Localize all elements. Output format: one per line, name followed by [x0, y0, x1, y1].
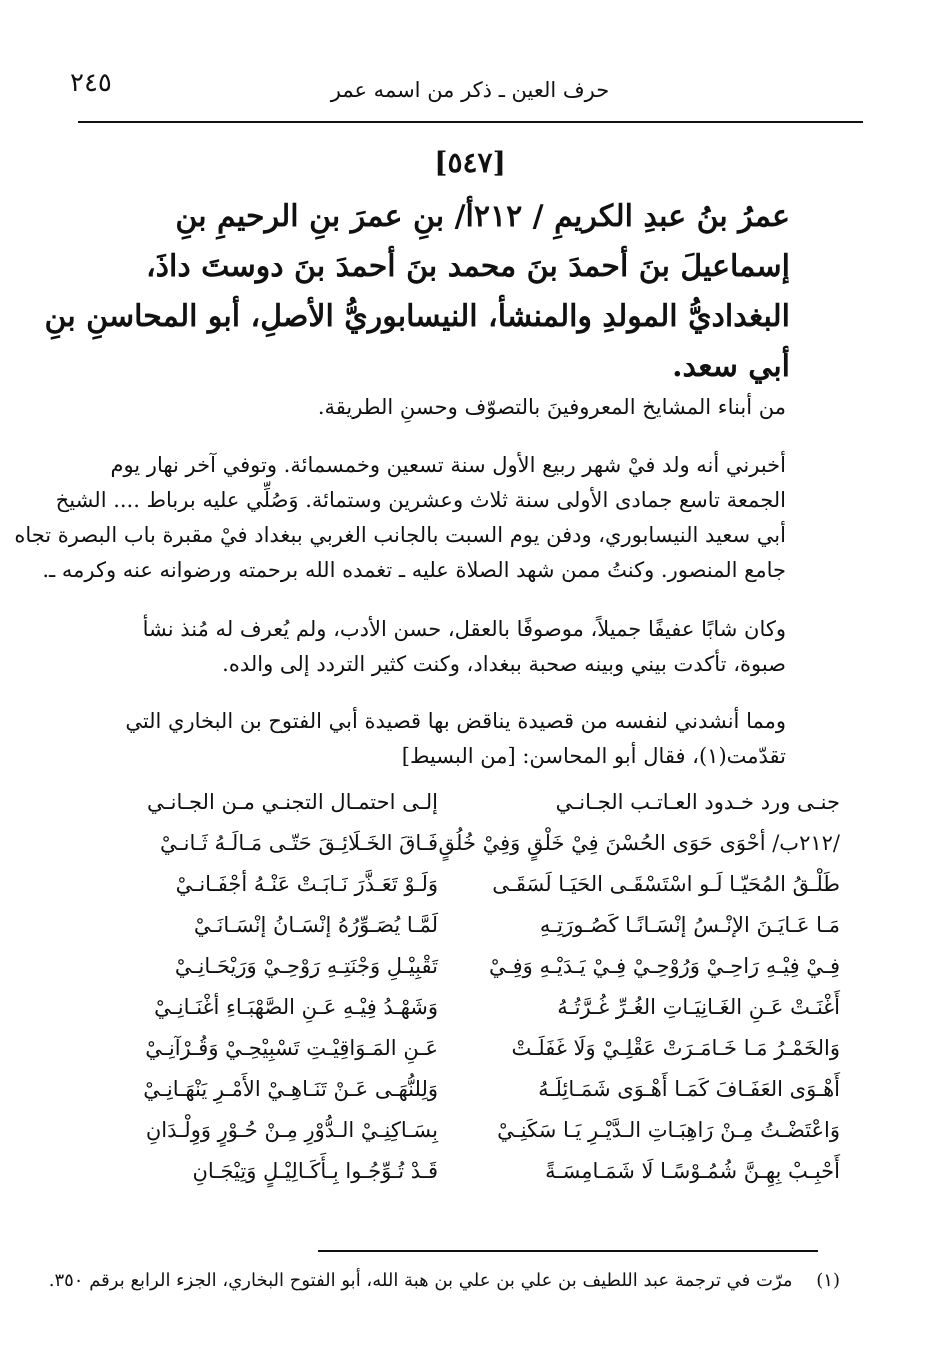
paragraph-line: تقدّمت(١)، فقال أبو المحاسن: [من البسيط]: [401, 744, 786, 768]
verse-first-hemistich: أَغْنَـتْ عَـنِ الغَـانِيَـاتِ الغُـرِّ غُـرَّتُـهُ: [557, 995, 840, 1019]
verse-first-hemistich: وَاعْتَضْـتُ مِـنْ رَاهِبَـاتِ الـدَّيْـرِ يَـا سَكَنِـيْ: [497, 1118, 840, 1142]
paragraph-line: أبي سعيد النيسابوري، ودفن يوم السبت بالجانب الغربي ببغداد فيْ مقبرة باب البصرة تجاه: [14, 523, 786, 547]
entry-number: [٥٤٧]: [434, 146, 506, 179]
verse-first-hemistich: فِـيْ فِيْـهِ رَاحِـيْ وَرُوْحِـيْ فِـيْ يَـدَيْـهِ وَفِـيْ: [488, 954, 840, 978]
verse-first-hemistich: وَالخَمْـرُ مَـا خَـامَـرَتْ عَقْلِـيْ وَلَا غَفَلَـتْ: [511, 1036, 840, 1060]
paragraph-line: وكان شابًا عفيفًا جميلاً، موصوفًا بالعقل، حسن الأدب، ولم يُعرف له مُنذ نشأ: [142, 617, 786, 641]
heading-line: البغداديُّ المولدِ والمنشأ، النيسابوريُّ الأصلِ، أبو المحاسنِ بنِ: [44, 299, 790, 334]
verse-first-hemistich: طَلْـقُ المُحَيّـا لَـو اسْتَسْقَـى الحَيَـا لَسَقَـى: [492, 872, 840, 896]
heading-line: أبي سعد.: [672, 349, 790, 384]
paragraph-character: [78, 612, 786, 682]
poem-verse: [78, 946, 840, 987]
paragraph-line: جامع المنصور. وكنتُ ممن شهد الصلاة عليه ـ تغمده الله برحمته ورضوانه عنه وكرمه ـ.: [42, 558, 786, 582]
verse-second-hemistich: بِسَـاكِنِـيْ الـدُّوْرِ مِـنْ حُـوْرٍ وَوِلْـدَانِ: [145, 1118, 438, 1142]
poem-verse: [78, 1110, 840, 1151]
verse-second-hemistich: إلـى احتمـال التجنـي مـن الجـانـي: [146, 790, 438, 814]
verse-second-hemistich: فَـاقَ الخَـلَائِـقَ حَتّـى مَـالَـهُ ثَـانـيْ: [159, 831, 438, 855]
poem-verse: [78, 1069, 840, 1110]
verse-first-hemistich: أَحْبِـبْ بِهِـنَّ شُمُـوْسًـا لَا شَمَـامِسَـةً: [545, 1159, 840, 1183]
verse-first-hemistich: مَـا عَـايَـنَ الإنْـسُ إنْسَـانًـا كَصُـورَتِـهِ: [539, 913, 840, 937]
verse-first-hemistich: جنـى ورد خـدود العـاتـب الجـانـي: [555, 790, 840, 814]
poem-verse: [78, 782, 840, 823]
heading-line: إسماعيلَ بنَ أحمدَ بنَ محمد بنَ أحمدَ بنَ دوستَ داذَ،: [145, 249, 790, 284]
verse-second-hemistich: وَلِلنُّهَـى عَـنْ تَنَـاهِـيْ الأَمْـرِ يَنْهَـانِـيْ: [143, 1077, 438, 1101]
paragraph-poem-intro: [78, 704, 786, 774]
footnote: [48, 1268, 840, 1294]
paragraph-line: ومما أنشدني لنفسه من قصيدة يناقض بها قصيدة أبي الفتوح بن البخاري التي: [125, 709, 786, 733]
running-header-title: حرف العين ـ ذكر من اسمه عمر: [330, 78, 610, 102]
poem-verse: [78, 905, 840, 946]
verse-second-hemistich: وَلَـوْ تَعَـذَّرَ نَـابَـتْ عَنْـهُ أجْفَـانـيْ: [175, 872, 438, 896]
verse-second-hemistich: قَـدْ تُـوِّجُـوا بِـأَكَـالِيْـلٍ وَتِيْجَـانِ: [192, 1159, 438, 1183]
entry-heading: [44, 192, 790, 392]
poem-verse: [78, 823, 840, 864]
heading-line: عمرُ بنُ عبدِ الكريمِ / ٢١٢أ/ بنِ عمرَ بنِ الرحيمِ بنِ: [175, 199, 790, 234]
poem-verse: [78, 1151, 840, 1192]
verse-second-hemistich: لَمَّـا يُصَـوِّرُهُ إنْسَـانُ إنْسَـانَـيْ: [193, 913, 438, 937]
footnote-divider: [318, 1250, 818, 1252]
paragraph-line: الجمعة تاسع جمادى الأولى سنة ثلاث وعشرين وستمائة. وَصُلِّي عليه برباط .... الشيخ: [55, 488, 786, 512]
page-number: ٢٤٥: [70, 68, 112, 98]
verse-second-hemistich: عَـنِ المَـوَاقِيْـتِ تَسْبِيْحِـيْ وَقُـرْآنِـيْ: [145, 1036, 438, 1060]
verse-first-hemistich: /٢١٢ب/ أحْوَى حَوَى الحُسْنَ فِيْ خَلْقٍ وَفِيْ خُلُقٍ: [438, 831, 840, 855]
paragraph-line: صبوة، تأكدت بيني وبينه صحبة ببغداد، وكنت كثير التردد إلى والده.: [222, 652, 786, 676]
paragraph-line: أخبرني أنه ولد فيْ شهر ربيع الأول سنة تسعين وخمسمائة. وتوفي آخر نهار يوم: [110, 453, 786, 477]
poem-verse: [78, 987, 840, 1028]
footnote-marker: (١): [816, 1270, 840, 1291]
footnote-text: مرّت في ترجمة عبد اللطيف بن علي بن علي بن هبة الله، أبو الفتوح البخاري، الجزء الرابع برقم ٣٥٠.: [48, 1270, 793, 1291]
paragraph-intro: [78, 390, 786, 425]
paragraph-biography: [14, 448, 786, 588]
paragraph-line: من أبناء المشايخ المعروفينَ بالتصوّف وحسنِ الطريقة.: [317, 395, 786, 419]
verse-second-hemistich: وَشَهْـدُ فِيْـهِ عَـنِ الصَّهْبَـاءِ أغْنَـانِـيْ: [154, 995, 438, 1019]
verse-first-hemistich: أَهْـوَى العَفَـافَ كَمَـا أَهْـوَى شَمَـائِلَـهُ: [538, 1077, 840, 1101]
verse-second-hemistich: تَقْبِيْـلِ وَجْنَتِـهِ رَوْحِـيْ وَرَيْحَـانِـيْ: [174, 954, 438, 978]
header-divider: [78, 121, 863, 123]
poem-verse: [78, 1028, 840, 1069]
poem-verse: [78, 864, 840, 905]
poem: [78, 782, 840, 1212]
